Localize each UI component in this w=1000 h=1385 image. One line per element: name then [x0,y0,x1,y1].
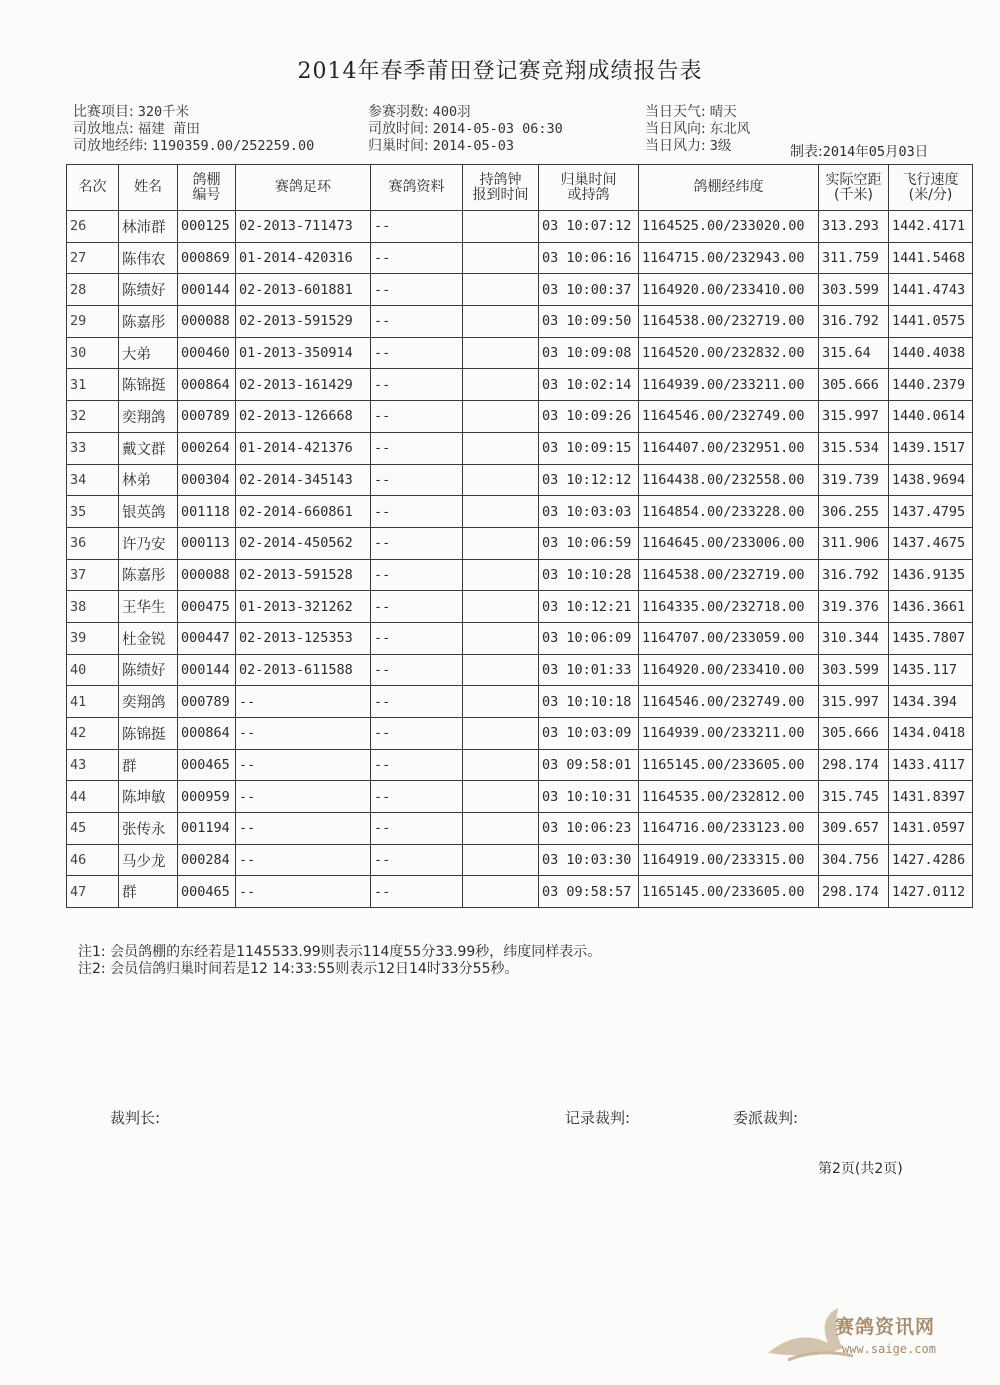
cell-arrival-time: 03 10:09:26 [539,401,639,433]
header-arrival-time: 归巢时间 或持鸽 [539,165,639,211]
cell-loft-id: 000144 [178,654,236,686]
cell-distance: 298.174 [819,876,889,908]
cell-rank: 30 [67,337,119,369]
cell-name: 奕翔鸽 [119,686,178,718]
cell-distance: 319.739 [819,464,889,496]
table-row [67,274,973,306]
cell-clock-time [463,622,539,654]
table-row [67,654,973,686]
cell-rank: 41 [67,686,119,718]
notes [78,944,601,978]
record-judge-signature: 记录裁判: [565,1109,631,1127]
cell-clock-time [463,718,539,750]
cell-distance: 316.792 [819,559,889,591]
cell-ring: 02-2013-161429 [236,369,371,401]
cell-rank: 32 [67,401,119,433]
cell-arrival-time: 03 10:03:03 [539,496,639,528]
table-row [67,749,973,781]
cell-name: 许乃安 [119,527,178,559]
cell-loft-coords: 1164335.00/232718.00 [639,591,819,623]
cell-arrival-time: 03 10:10:18 [539,686,639,718]
cell-ring: -- [236,749,371,781]
cell-rank: 27 [67,242,119,274]
cell-loft-id: 000304 [178,464,236,496]
watermark-url: www.saige.com [842,1342,936,1356]
cell-speed: 1441.5468 [889,242,973,274]
cell-name: 银英鸽 [119,496,178,528]
cell-loft-coords: 1164920.00/233410.00 [639,274,819,306]
cell-loft-coords: 1164716.00/233123.00 [639,813,819,845]
cell-loft-id: 000088 [178,559,236,591]
cell-ring: 02-2013-591529 [236,306,371,338]
cell-rank: 33 [67,432,119,464]
release-place-value: 福建 莆田 [137,121,200,137]
race-info-middle [368,104,563,155]
cell-distance: 304.756 [819,844,889,876]
cell-loft-coords: 1164919.00/233315.00 [639,844,819,876]
table-row [67,527,973,559]
release-place-label: 司放地点: [73,121,134,137]
cell-pigeon-data: -- [371,369,463,401]
cell-loft-coords: 1164939.00/233211.00 [639,369,819,401]
cell-distance: 315.745 [819,781,889,813]
header-distance: 实际空距 (千米) [819,165,889,211]
cell-distance: 313.293 [819,211,889,243]
cell-pigeon-data: -- [371,527,463,559]
cell-loft-coords: 1164645.00/233006.00 [639,527,819,559]
cell-rank: 36 [67,527,119,559]
cell-name: 陈绩好 [119,274,178,306]
cell-distance: 311.906 [819,527,889,559]
cell-speed: 1434.0418 [889,718,973,750]
cell-ring: 02-2013-601881 [236,274,371,306]
cell-name: 陈锦挺 [119,718,178,750]
cell-rank: 47 [67,876,119,908]
cell-loft-id: 000789 [178,686,236,718]
cell-ring: 01-2014-421376 [236,432,371,464]
release-coords-value: 1190359.00/252259.00 [151,138,315,154]
cell-speed: 1440.2379 [889,369,973,401]
cell-distance: 303.599 [819,654,889,686]
cell-loft-id: 000447 [178,622,236,654]
cell-clock-time [463,527,539,559]
cell-arrival-time: 03 10:06:23 [539,813,639,845]
header-name: 姓名 [119,165,178,211]
cell-speed: 1437.4675 [889,527,973,559]
cell-ring: -- [236,686,371,718]
cell-ring: -- [236,781,371,813]
table-row [67,432,973,464]
cell-speed: 1441.4743 [889,274,973,306]
race-info-right [645,104,750,155]
made-date-value: 2014年05月03日 [822,144,929,160]
cell-pigeon-data: -- [371,781,463,813]
table-row [67,306,973,338]
cell-name: 陈锦挺 [119,369,178,401]
cell-distance: 310.344 [819,622,889,654]
cell-distance: 315.997 [819,401,889,433]
cell-arrival-time: 03 10:01:33 [539,654,639,686]
cell-arrival-time: 03 10:09:50 [539,306,639,338]
cell-arrival-time: 03 10:10:28 [539,559,639,591]
table-row [67,369,973,401]
cell-ring: -- [236,844,371,876]
wind-direction-label: 当日风向: [645,121,706,137]
header-loft-id: 鸽棚 编号 [178,165,236,211]
cell-rank: 38 [67,591,119,623]
weather-value: 晴天 [709,104,737,120]
cell-clock-time [463,432,539,464]
header-clock-time: 持鸽钟 报到时间 [463,165,539,211]
cell-ring: 02-2014-450562 [236,527,371,559]
cell-ring: -- [236,813,371,845]
wind-force-label: 当日风力: [645,138,706,154]
cell-pigeon-data: -- [371,432,463,464]
cell-speed: 1440.4038 [889,337,973,369]
cell-distance: 303.599 [819,274,889,306]
cell-clock-time [463,591,539,623]
cell-arrival-time: 03 10:06:16 [539,242,639,274]
header-ring: 赛鸽足环 [236,165,371,211]
cell-loft-id: 000864 [178,718,236,750]
cell-pigeon-data: -- [371,686,463,718]
page-number: 第2页(共2页) [818,1161,903,1177]
cell-clock-time [463,242,539,274]
cell-loft-coords: 1164715.00/232943.00 [639,242,819,274]
cell-arrival-time: 03 10:03:09 [539,718,639,750]
cell-pigeon-data: -- [371,306,463,338]
cell-rank: 39 [67,622,119,654]
cell-ring: 02-2013-611588 [236,654,371,686]
cell-clock-time [463,496,539,528]
cell-pigeon-data: -- [371,464,463,496]
header-speed: 飞行速度 (米/分) [889,165,973,211]
cell-pigeon-data: -- [371,337,463,369]
cell-name: 王华生 [119,591,178,623]
note-2: 注2: 会员信鸽归巢时间若是12 14:33:55则表示12日14时33分55秒。 [78,961,519,977]
cell-speed: 1435.117 [889,654,973,686]
table-row [67,876,973,908]
cell-speed: 1436.9135 [889,559,973,591]
table-row [67,559,973,591]
table-row [67,591,973,623]
header-rank: 名次 [67,165,119,211]
cell-clock-time [463,306,539,338]
cell-clock-time [463,654,539,686]
cell-loft-coords: 1165145.00/233605.00 [639,749,819,781]
cell-loft-id: 000869 [178,242,236,274]
cell-clock-time [463,749,539,781]
made-date [790,140,928,161]
cell-loft-coords: 1164535.00/232812.00 [639,781,819,813]
cell-arrival-time: 03 09:58:01 [539,749,639,781]
entries-label: 参赛羽数: [368,104,429,120]
cell-distance: 309.657 [819,813,889,845]
cell-loft-id: 001118 [178,496,236,528]
cell-pigeon-data: -- [371,274,463,306]
cell-loft-id: 000144 [178,274,236,306]
cell-speed: 1431.8397 [889,781,973,813]
note-1: 注1: 会员鸽棚的东经若是1145533.99则表示114度55分33.99秒，纬度同样表示。 [78,944,602,960]
cell-ring: 02-2014-660861 [236,496,371,528]
table-row [67,242,973,274]
cell-name: 陈绩好 [119,654,178,686]
table-row [67,622,973,654]
cell-pigeon-data: -- [371,654,463,686]
cell-distance: 311.759 [819,242,889,274]
cell-rank: 28 [67,274,119,306]
cell-distance: 305.666 [819,718,889,750]
table-row [67,813,973,845]
cell-loft-coords: 1164707.00/233059.00 [639,622,819,654]
cell-loft-coords: 1164438.00/232558.00 [639,464,819,496]
cell-loft-coords: 1164525.00/233020.00 [639,211,819,243]
cell-speed: 1427.0112 [889,876,973,908]
cell-speed: 1431.0597 [889,813,973,845]
cell-distance: 298.174 [819,749,889,781]
cell-rank: 40 [67,654,119,686]
cell-speed: 1434.394 [889,686,973,718]
cell-pigeon-data: -- [371,242,463,274]
cell-arrival-time: 03 10:09:15 [539,432,639,464]
cell-loft-id: 001194 [178,813,236,845]
wind-direction-value: 东北风 [709,121,751,137]
cell-speed: 1436.3661 [889,591,973,623]
cell-speed: 1427.4286 [889,844,973,876]
cell-speed: 1440.0614 [889,401,973,433]
cell-arrival-time: 03 10:06:09 [539,622,639,654]
cell-name: 陈坤敏 [119,781,178,813]
cell-loft-id: 000264 [178,432,236,464]
cell-arrival-time: 03 10:09:08 [539,337,639,369]
cell-clock-time [463,211,539,243]
table-row [67,718,973,750]
cell-pigeon-data: -- [371,718,463,750]
cell-distance: 305.666 [819,369,889,401]
cell-loft-coords: 1164407.00/232951.00 [639,432,819,464]
cell-ring: 01-2013-350914 [236,337,371,369]
cell-loft-coords: 1164538.00/232719.00 [639,306,819,338]
cell-name: 林弟 [119,464,178,496]
cell-speed: 1442.4171 [889,211,973,243]
watermark-name: 赛鸽资讯网 [835,1316,936,1338]
table-row [67,337,973,369]
assigned-judge-signature: 委派裁判: [733,1109,799,1127]
table-body [67,211,973,908]
cell-speed: 1438.9694 [889,464,973,496]
table-header-row [67,165,973,211]
cell-clock-time [463,274,539,306]
cell-speed: 1441.0575 [889,306,973,338]
cell-arrival-time: 03 10:03:30 [539,844,639,876]
cell-ring: 01-2013-321262 [236,591,371,623]
cell-distance: 315.64 [819,337,889,369]
release-time-value: 2014-05-03 06:30 [432,121,563,137]
cell-arrival-time: 03 10:00:37 [539,274,639,306]
table-row [67,464,973,496]
cell-rank: 46 [67,844,119,876]
cell-loft-coords: 1164546.00/232749.00 [639,686,819,718]
table-row [67,401,973,433]
cell-pigeon-data: -- [371,813,463,845]
release-coords-label: 司放地经纬: [73,138,148,154]
cell-arrival-time: 03 10:07:12 [539,211,639,243]
cell-arrival-time: 03 10:02:14 [539,369,639,401]
cell-rank: 34 [67,464,119,496]
cell-loft-coords: 1164520.00/232832.00 [639,337,819,369]
table-row [67,686,973,718]
cell-rank: 43 [67,749,119,781]
cell-speed: 1437.4795 [889,496,973,528]
cell-arrival-time: 03 10:12:12 [539,464,639,496]
cell-name: 戴文群 [119,432,178,464]
cell-loft-coords: 1164538.00/232719.00 [639,559,819,591]
cell-rank: 42 [67,718,119,750]
cell-distance: 316.792 [819,306,889,338]
cell-loft-id: 000959 [178,781,236,813]
cell-distance: 315.534 [819,432,889,464]
results-table [66,164,973,908]
cell-name: 陈嘉彤 [119,559,178,591]
cell-loft-id: 000789 [178,401,236,433]
cell-speed: 1433.4117 [889,749,973,781]
return-time-label: 归巢时间: [368,138,429,154]
cell-name: 群 [119,749,178,781]
cell-clock-time [463,844,539,876]
cell-rank: 45 [67,813,119,845]
cell-name: 大弟 [119,337,178,369]
cell-arrival-time: 03 09:58:57 [539,876,639,908]
release-time-label: 司放时间: [368,121,429,137]
cell-name: 奕翔鸽 [119,401,178,433]
cell-name: 马少龙 [119,844,178,876]
cell-clock-time [463,464,539,496]
cell-loft-id: 000088 [178,306,236,338]
made-label: 制表: [790,144,823,160]
weather-label: 当日天气: [645,104,706,120]
wind-force-value: 3级 [709,138,732,154]
cell-rank: 37 [67,559,119,591]
cell-clock-time [463,369,539,401]
cell-clock-time [463,686,539,718]
cell-loft-id: 000465 [178,749,236,781]
cell-ring: 01-2014-420316 [236,242,371,274]
chief-judge-signature: 裁判长: [110,1109,161,1127]
cell-rank: 29 [67,306,119,338]
table-row [67,844,973,876]
cell-name: 陈嘉彤 [119,306,178,338]
cell-loft-id: 000125 [178,211,236,243]
cell-name: 陈伟农 [119,242,178,274]
header-loft-coords: 鸽棚经纬度 [639,165,819,211]
table-row [67,781,973,813]
cell-ring: 02-2014-345143 [236,464,371,496]
cell-pigeon-data: -- [371,401,463,433]
cell-loft-coords: 1164920.00/233410.00 [639,654,819,686]
cell-loft-id: 000475 [178,591,236,623]
cell-rank: 35 [67,496,119,528]
cell-distance: 319.376 [819,591,889,623]
cell-name: 张传永 [119,813,178,845]
cell-loft-coords: 1165145.00/233605.00 [639,876,819,908]
cell-name: 林沛群 [119,211,178,243]
cell-speed: 1439.1517 [889,432,973,464]
cell-ring: 02-2013-591528 [236,559,371,591]
cell-ring: -- [236,718,371,750]
race-item-label: 比赛项目: [73,104,134,120]
cell-name: 杜金锐 [119,622,178,654]
table-row [67,211,973,243]
cell-clock-time [463,401,539,433]
cell-loft-coords: 1164854.00/233228.00 [639,496,819,528]
cell-arrival-time: 03 10:12:21 [539,591,639,623]
cell-pigeon-data: -- [371,496,463,528]
cell-loft-coords: 1164546.00/232749.00 [639,401,819,433]
cell-clock-time [463,876,539,908]
cell-pigeon-data: -- [371,211,463,243]
cell-clock-time [463,559,539,591]
header-pigeon-data: 赛鸽资料 [371,165,463,211]
race-item-value: 320千米 [137,104,190,120]
cell-rank: 31 [67,369,119,401]
cell-ring: 02-2013-126668 [236,401,371,433]
cell-rank: 26 [67,211,119,243]
entries-value: 400羽 [432,104,471,120]
report-title: 2014年春季莆田登记赛竞翔成绩报告表 [297,59,703,84]
cell-pigeon-data: -- [371,876,463,908]
table-row [67,496,973,528]
cell-ring: 02-2013-125353 [236,622,371,654]
cell-distance: 306.255 [819,496,889,528]
cell-name: 群 [119,876,178,908]
cell-arrival-time: 03 10:06:59 [539,527,639,559]
cell-pigeon-data: -- [371,591,463,623]
cell-ring: -- [236,876,371,908]
cell-loft-id: 000284 [178,844,236,876]
cell-loft-id: 000113 [178,527,236,559]
cell-arrival-time: 03 10:10:31 [539,781,639,813]
cell-pigeon-data: -- [371,622,463,654]
cell-loft-coords: 1164939.00/233211.00 [639,718,819,750]
cell-ring: 02-2013-711473 [236,211,371,243]
cell-clock-time [463,813,539,845]
return-time-value: 2014-05-03 [432,138,514,154]
cell-speed: 1435.7807 [889,622,973,654]
race-info-left [73,104,314,155]
cell-loft-id: 000465 [178,876,236,908]
cell-pigeon-data: -- [371,844,463,876]
cell-pigeon-data: -- [371,749,463,781]
cell-distance: 315.997 [819,686,889,718]
cell-rank: 44 [67,781,119,813]
cell-loft-id: 000864 [178,369,236,401]
cell-clock-time [463,781,539,813]
cell-pigeon-data: -- [371,559,463,591]
cell-loft-id: 000460 [178,337,236,369]
cell-clock-time [463,337,539,369]
